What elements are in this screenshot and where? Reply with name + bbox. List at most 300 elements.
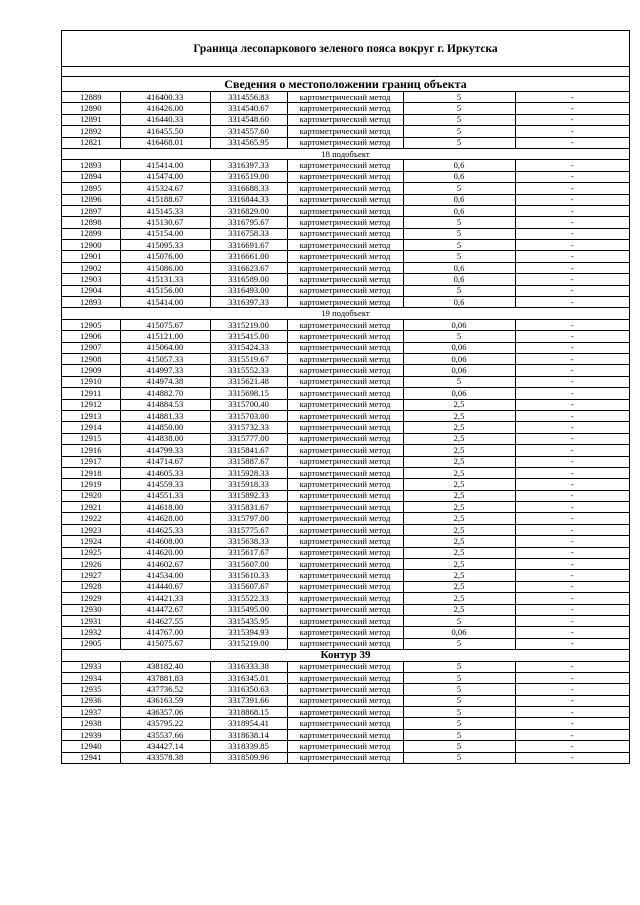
method-cell: картометрический метод	[287, 331, 403, 342]
method-cell: картометрический метод	[287, 171, 403, 182]
accuracy-cell: 5	[403, 729, 515, 740]
method-cell: картометрический метод	[287, 319, 403, 330]
x-coordinate-cell: 414838.00	[120, 433, 210, 444]
y-coordinate-cell: 3316795.67	[210, 217, 287, 228]
method-cell: картометрический метод	[287, 729, 403, 740]
point-number-cell: 12932	[62, 627, 120, 638]
y-coordinate-cell: 3316844.33	[210, 194, 287, 205]
x-coordinate-cell: 415095.33	[120, 240, 210, 251]
method-cell: картометрический метод	[287, 228, 403, 239]
point-number-cell: 12928	[62, 581, 120, 592]
y-coordinate-cell: 3316333.38	[210, 661, 287, 672]
method-cell: картометрический метод	[287, 604, 403, 615]
method-cell: картометрический метод	[287, 467, 403, 478]
table-row	[62, 672, 629, 683]
point-number-cell: 12906	[62, 331, 120, 342]
table-row	[62, 285, 629, 296]
y-coordinate-cell: 3315621.48	[210, 376, 287, 387]
accuracy-cell: 5	[403, 285, 515, 296]
note-cell: -	[515, 126, 629, 137]
note-cell: -	[515, 160, 629, 171]
x-coordinate-cell: 436163.59	[120, 695, 210, 706]
table-row	[62, 365, 629, 376]
x-coordinate-cell: 415057.33	[120, 353, 210, 364]
x-coordinate-cell: 414472.67	[120, 604, 210, 615]
note-cell: -	[515, 445, 629, 456]
point-number-cell: 12898	[62, 217, 120, 228]
y-coordinate-cell: 3316350.63	[210, 684, 287, 695]
method-cell: картометрический метод	[287, 399, 403, 410]
point-number-cell: 12938	[62, 718, 120, 729]
x-coordinate-cell: 414605.33	[120, 467, 210, 478]
note-cell: -	[515, 297, 629, 308]
x-coordinate-cell: 414627.55	[120, 615, 210, 626]
point-number-cell: 12923	[62, 524, 120, 535]
note-cell: -	[515, 536, 629, 547]
y-coordinate-cell: 3314556.83	[210, 92, 287, 103]
method-cell: картометрический метод	[287, 502, 403, 513]
accuracy-cell: 2,5	[403, 445, 515, 456]
note-cell: -	[515, 433, 629, 444]
y-coordinate-cell: 3314540.67	[210, 103, 287, 114]
note-cell: -	[515, 365, 629, 376]
point-number-cell: 12905	[62, 319, 120, 330]
table-row	[62, 217, 629, 228]
accuracy-cell: 5	[403, 183, 515, 194]
table-row	[62, 570, 629, 581]
table-row	[62, 707, 629, 718]
point-number-cell: 12930	[62, 604, 120, 615]
table-row	[62, 456, 629, 467]
method-cell: картометрический метод	[287, 251, 403, 262]
y-coordinate-cell: 3316758.33	[210, 228, 287, 239]
accuracy-cell: 2,5	[403, 433, 515, 444]
y-coordinate-cell: 3315703.00	[210, 410, 287, 421]
method-cell: картометрический метод	[287, 513, 403, 524]
accuracy-cell: 2,5	[403, 547, 515, 558]
y-coordinate-cell: 3315617.67	[210, 547, 287, 558]
table-row	[62, 718, 629, 729]
table-row	[62, 228, 629, 239]
accuracy-cell: 2,5	[403, 524, 515, 535]
table-row	[62, 319, 629, 330]
y-coordinate-cell: 3315552.33	[210, 365, 287, 376]
point-number-cell: 12897	[62, 205, 120, 216]
method-cell: картометрический метод	[287, 410, 403, 421]
note-cell: -	[515, 205, 629, 216]
accuracy-cell: 5	[403, 331, 515, 342]
point-number-cell: 12902	[62, 262, 120, 273]
method-cell: картометрический метод	[287, 707, 403, 718]
table-row	[62, 695, 629, 706]
accuracy-cell: 5	[403, 126, 515, 137]
y-coordinate-cell: 3316397.33	[210, 297, 287, 308]
y-coordinate-cell: 3315607.00	[210, 559, 287, 570]
x-coordinate-cell: 415121.00	[120, 331, 210, 342]
y-coordinate-cell: 3316397.33	[210, 160, 287, 171]
point-number-cell: 12940	[62, 741, 120, 752]
point-number-cell: 12893	[62, 297, 120, 308]
note-cell: -	[515, 262, 629, 273]
method-cell: картометрический метод	[287, 240, 403, 251]
method-cell: картометрический метод	[287, 661, 403, 672]
table-row	[62, 422, 629, 433]
accuracy-cell: 2,5	[403, 410, 515, 421]
accuracy-cell: 0,6	[403, 262, 515, 273]
note-cell: -	[515, 228, 629, 239]
y-coordinate-cell: 3318638.14	[210, 729, 287, 740]
method-cell: картометрический метод	[287, 741, 403, 752]
accuracy-cell: 5	[403, 92, 515, 103]
x-coordinate-cell: 414534.00	[120, 570, 210, 581]
y-coordinate-cell: 3316493.00	[210, 285, 287, 296]
x-coordinate-cell: 414608.00	[120, 536, 210, 547]
table-row	[62, 262, 629, 273]
accuracy-cell: 2,5	[403, 467, 515, 478]
note-cell: -	[515, 593, 629, 604]
accuracy-cell: 2,5	[403, 581, 515, 592]
x-coordinate-cell: 435537.66	[120, 729, 210, 740]
accuracy-cell: 5	[403, 137, 515, 148]
accuracy-cell: 0,06	[403, 365, 515, 376]
method-cell: картометрический метод	[287, 672, 403, 683]
method-cell: картометрический метод	[287, 593, 403, 604]
x-coordinate-cell: 415076.00	[120, 251, 210, 262]
table-row	[62, 331, 629, 342]
accuracy-cell: 5	[403, 376, 515, 387]
point-number-cell: 12921	[62, 502, 120, 513]
point-number-cell: 12920	[62, 490, 120, 501]
accuracy-cell: 5	[403, 661, 515, 672]
table-row	[62, 536, 629, 547]
point-number-cell: 12918	[62, 467, 120, 478]
method-cell: картометрический метод	[287, 160, 403, 171]
note-cell: -	[515, 581, 629, 592]
x-coordinate-cell: 414628.00	[120, 513, 210, 524]
method-cell: картометрический метод	[287, 205, 403, 216]
x-coordinate-cell: 415075.67	[120, 638, 210, 649]
accuracy-cell: 5	[403, 752, 515, 763]
x-coordinate-cell: 414618.00	[120, 502, 210, 513]
accuracy-cell: 5	[403, 695, 515, 706]
y-coordinate-cell: 3315638.33	[210, 536, 287, 547]
y-coordinate-cell: 3316829.00	[210, 205, 287, 216]
y-coordinate-cell: 3315415.00	[210, 331, 287, 342]
x-coordinate-cell: 414974.38	[120, 376, 210, 387]
accuracy-cell: 0,6	[403, 171, 515, 182]
note-cell: -	[515, 741, 629, 752]
method-cell: картометрический метод	[287, 445, 403, 456]
table-row	[62, 205, 629, 216]
note-cell: -	[515, 490, 629, 501]
point-number-cell: 12933	[62, 661, 120, 672]
table-row	[62, 729, 629, 740]
y-coordinate-cell: 3315918.33	[210, 479, 287, 490]
accuracy-cell: 5	[403, 217, 515, 228]
method-cell: картометрический метод	[287, 752, 403, 763]
point-number-cell: 12821	[62, 137, 120, 148]
note-cell: -	[515, 684, 629, 695]
document-title: Граница лесопаркового зеленого пояса вокруг г. Иркутска	[62, 31, 629, 67]
method-cell: картометрический метод	[287, 126, 403, 137]
point-number-cell: 12922	[62, 513, 120, 524]
table-row	[62, 661, 629, 672]
accuracy-cell: 0,6	[403, 160, 515, 171]
table-row	[62, 479, 629, 490]
y-coordinate-cell: 3315495.00	[210, 604, 287, 615]
point-number-cell: 12911	[62, 388, 120, 399]
x-coordinate-cell: 435795.22	[120, 718, 210, 729]
y-coordinate-cell: 3315831.67	[210, 502, 287, 513]
y-coordinate-cell: 3315607.67	[210, 581, 287, 592]
y-coordinate-cell: 3318954.41	[210, 718, 287, 729]
note-cell: -	[515, 467, 629, 478]
x-coordinate-cell: 414884.53	[120, 399, 210, 410]
accuracy-cell: 5	[403, 228, 515, 239]
method-cell: картометрический метод	[287, 581, 403, 592]
accuracy-cell: 2,5	[403, 422, 515, 433]
x-coordinate-cell: 416440.33	[120, 114, 210, 125]
y-coordinate-cell: 3316688.33	[210, 183, 287, 194]
point-number-cell: 12914	[62, 422, 120, 433]
note-cell: -	[515, 627, 629, 638]
note-cell: -	[515, 137, 629, 148]
x-coordinate-cell: 414602.67	[120, 559, 210, 570]
method-cell: картометрический метод	[287, 342, 403, 353]
table-row	[62, 376, 629, 387]
y-coordinate-cell: 3315732.33	[210, 422, 287, 433]
x-coordinate-cell: 438182.40	[120, 661, 210, 672]
note-cell: -	[515, 376, 629, 387]
table-row	[62, 524, 629, 535]
method-cell: картометрический метод	[287, 194, 403, 205]
note-cell: -	[515, 502, 629, 513]
table-row	[62, 638, 629, 649]
y-coordinate-cell: 3315700.40	[210, 399, 287, 410]
method-cell: картометрический метод	[287, 376, 403, 387]
table-row	[62, 137, 629, 148]
y-coordinate-cell: 3316519.00	[210, 171, 287, 182]
accuracy-cell: 2,5	[403, 513, 515, 524]
y-coordinate-cell: 3315435.95	[210, 615, 287, 626]
y-coordinate-cell: 3315797.00	[210, 513, 287, 524]
method-cell: картометрический метод	[287, 524, 403, 535]
note-cell: -	[515, 707, 629, 718]
note-cell: -	[515, 217, 629, 228]
x-coordinate-cell: 415086.00	[120, 262, 210, 273]
table-row	[62, 103, 629, 114]
accuracy-cell: 5	[403, 103, 515, 114]
point-number-cell: 12925	[62, 547, 120, 558]
x-coordinate-cell: 416426.00	[120, 103, 210, 114]
accuracy-cell: 2,5	[403, 604, 515, 615]
subobject-header-row	[62, 308, 629, 319]
point-number-cell: 12919	[62, 479, 120, 490]
method-cell: картометрический метод	[287, 570, 403, 581]
note-cell: -	[515, 388, 629, 399]
y-coordinate-cell: 3315610.33	[210, 570, 287, 581]
y-coordinate-cell: 3315522.33	[210, 593, 287, 604]
method-cell: картометрический метод	[287, 456, 403, 467]
subobject-header-row	[62, 148, 629, 159]
point-number-cell: 12926	[62, 559, 120, 570]
table-row	[62, 581, 629, 592]
point-number-cell: 12891	[62, 114, 120, 125]
table-row	[62, 615, 629, 626]
x-coordinate-cell: 415474.00	[120, 171, 210, 182]
method-cell: картометрический метод	[287, 547, 403, 558]
note-cell: -	[515, 752, 629, 763]
note-cell: -	[515, 559, 629, 570]
table-row	[62, 160, 629, 171]
section-title: Сведения о местоположении границ объекта	[62, 77, 629, 92]
y-coordinate-cell: 3315394.93	[210, 627, 287, 638]
method-cell: картометрический метод	[287, 103, 403, 114]
table-row	[62, 513, 629, 524]
method-cell: картометрический метод	[287, 479, 403, 490]
y-coordinate-cell: 3315424.33	[210, 342, 287, 353]
note-cell: -	[515, 479, 629, 490]
table-row	[62, 604, 629, 615]
x-coordinate-cell: 433578.38	[120, 752, 210, 763]
x-coordinate-cell: 415130.67	[120, 217, 210, 228]
method-cell: картометрический метод	[287, 274, 403, 285]
x-coordinate-cell: 416400.33	[120, 92, 210, 103]
note-cell: -	[515, 171, 629, 182]
x-coordinate-cell: 415156.00	[120, 285, 210, 296]
note-cell: -	[515, 285, 629, 296]
accuracy-cell: 0,06	[403, 353, 515, 364]
x-coordinate-cell: 415145.33	[120, 205, 210, 216]
method-cell: картометрический метод	[287, 433, 403, 444]
table-row	[62, 194, 629, 205]
x-coordinate-cell: 437736.52	[120, 684, 210, 695]
note-cell: -	[515, 513, 629, 524]
point-number-cell: 12934	[62, 672, 120, 683]
point-number-cell: 12916	[62, 445, 120, 456]
method-cell: картометрический метод	[287, 353, 403, 364]
contour-label: Контур 39	[62, 650, 629, 661]
point-number-cell: 12904	[62, 285, 120, 296]
accuracy-cell: 2,5	[403, 456, 515, 467]
method-cell: картометрический метод	[287, 638, 403, 649]
contour-header-row	[62, 650, 629, 661]
note-cell: -	[515, 638, 629, 649]
method-cell: картометрический метод	[287, 536, 403, 547]
x-coordinate-cell: 414882.70	[120, 388, 210, 399]
point-number-cell: 12927	[62, 570, 120, 581]
note-cell: -	[515, 331, 629, 342]
method-cell: картометрический метод	[287, 217, 403, 228]
table-row	[62, 251, 629, 262]
accuracy-cell: 0,6	[403, 205, 515, 216]
y-coordinate-cell: 3315775.67	[210, 524, 287, 535]
method-cell: картометрический метод	[287, 615, 403, 626]
table-row	[62, 752, 629, 763]
accuracy-cell: 2,5	[403, 570, 515, 581]
method-cell: картометрический метод	[287, 422, 403, 433]
table-row	[62, 593, 629, 604]
point-number-cell: 12899	[62, 228, 120, 239]
y-coordinate-cell: 3318509.96	[210, 752, 287, 763]
y-coordinate-cell: 3315219.00	[210, 638, 287, 649]
accuracy-cell: 2,5	[403, 502, 515, 513]
y-coordinate-cell: 3315928.33	[210, 467, 287, 478]
point-number-cell: 12907	[62, 342, 120, 353]
point-number-cell: 12917	[62, 456, 120, 467]
x-coordinate-cell: 415131.33	[120, 274, 210, 285]
accuracy-cell: 0,06	[403, 388, 515, 399]
note-cell: -	[515, 399, 629, 410]
point-number-cell: 12910	[62, 376, 120, 387]
note-cell: -	[515, 183, 629, 194]
document-frame	[61, 30, 630, 764]
note-cell: -	[515, 194, 629, 205]
y-coordinate-cell: 3315892.33	[210, 490, 287, 501]
x-coordinate-cell: 414850.00	[120, 422, 210, 433]
table-row	[62, 399, 629, 410]
note-cell: -	[515, 456, 629, 467]
table-row	[62, 126, 629, 137]
y-coordinate-cell: 3315519.67	[210, 353, 287, 364]
x-coordinate-cell: 414997.33	[120, 365, 210, 376]
table-row	[62, 240, 629, 251]
table-row	[62, 467, 629, 478]
point-number-cell: 12935	[62, 684, 120, 695]
point-number-cell: 12893	[62, 160, 120, 171]
x-coordinate-cell: 414440.67	[120, 581, 210, 592]
note-cell: -	[515, 319, 629, 330]
method-cell: картометрический метод	[287, 559, 403, 570]
x-coordinate-cell: 415414.00	[120, 160, 210, 171]
table-row	[62, 559, 629, 570]
point-number-cell: 12895	[62, 183, 120, 194]
accuracy-cell: 0,6	[403, 274, 515, 285]
method-cell: картометрический метод	[287, 627, 403, 638]
point-number-cell: 12915	[62, 433, 120, 444]
point-number-cell: 12892	[62, 126, 120, 137]
method-cell: картометрический метод	[287, 718, 403, 729]
method-cell: картометрический метод	[287, 388, 403, 399]
note-cell: -	[515, 672, 629, 683]
point-number-cell: 12903	[62, 274, 120, 285]
x-coordinate-cell: 415324.67	[120, 183, 210, 194]
y-coordinate-cell: 3315219.00	[210, 319, 287, 330]
accuracy-cell: 2,5	[403, 490, 515, 501]
y-coordinate-cell: 3316345.01	[210, 672, 287, 683]
title-spacer	[62, 67, 629, 77]
accuracy-cell: 0,06	[403, 627, 515, 638]
y-coordinate-cell: 3317391.66	[210, 695, 287, 706]
note-cell: -	[515, 410, 629, 421]
y-coordinate-cell: 3316623.67	[210, 262, 287, 273]
table-row	[62, 741, 629, 752]
accuracy-cell: 2,5	[403, 559, 515, 570]
note-cell: -	[515, 547, 629, 558]
accuracy-cell: 0,6	[403, 297, 515, 308]
accuracy-cell: 0,06	[403, 342, 515, 353]
accuracy-cell: 5	[403, 684, 515, 695]
coordinates-table	[62, 92, 629, 763]
point-number-cell: 12889	[62, 92, 120, 103]
y-coordinate-cell: 3315841.67	[210, 445, 287, 456]
subobject-label: 18 подобъект	[62, 148, 629, 159]
y-coordinate-cell: 3314565.95	[210, 137, 287, 148]
table-row	[62, 433, 629, 444]
y-coordinate-cell: 3316661.00	[210, 251, 287, 262]
x-coordinate-cell: 414799.33	[120, 445, 210, 456]
table-row	[62, 297, 629, 308]
